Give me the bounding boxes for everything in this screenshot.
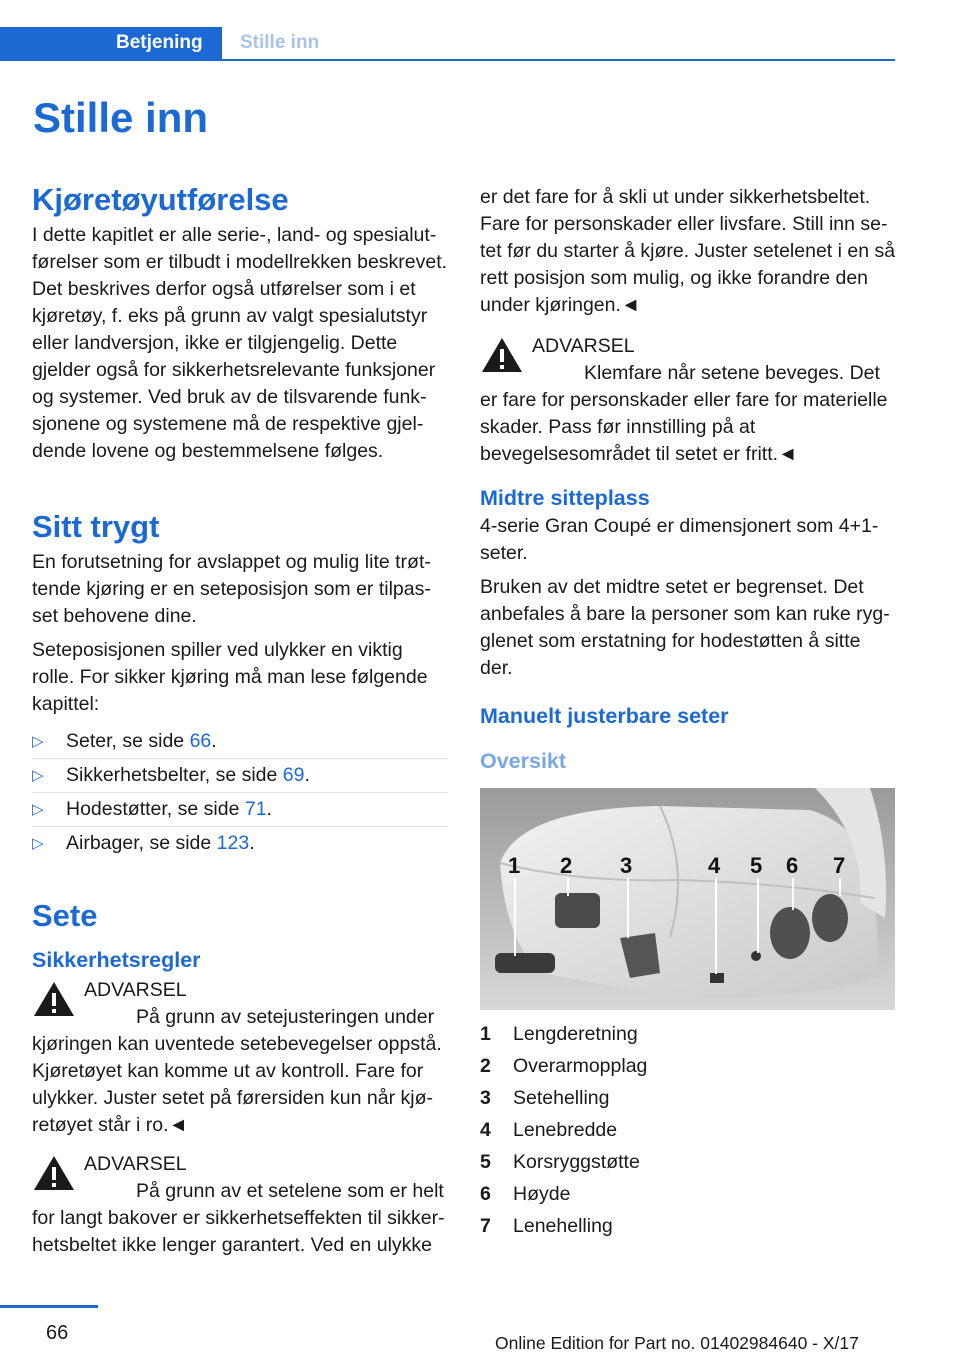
legend-row: 7 Lenehelling — [480, 1215, 613, 1237]
heading-midtre-sitteplass: Midtre sitteplass — [480, 486, 650, 510]
seat-controls-legend — [480, 1018, 896, 1242]
triangle-bullet-icon: ▷ — [32, 835, 44, 852]
page-link[interactable]: 71 — [244, 798, 267, 820]
warning-block — [480, 333, 896, 468]
list-item: ▷ Sikkerhetsbelter, se side 69. — [32, 759, 448, 793]
warning-label: ADVARSEL — [84, 1153, 187, 1175]
list-item: ▷ Hodestøtter, se side 71. — [32, 793, 448, 827]
seat-controls-illustration — [480, 788, 895, 1010]
page-link[interactable]: 123 — [216, 832, 250, 854]
warning-triangle-icon — [32, 1153, 76, 1193]
page-link[interactable]: 66 — [189, 730, 212, 752]
paragraph-midtre-1: 4-serie Gran Coupé er dimensjonert som 4+1-seter. — [480, 515, 879, 564]
figure-label-4: 4 — [708, 853, 721, 878]
list-item: ▷ Seter, se side 66. — [32, 725, 448, 759]
figure-label-3: 3 — [620, 853, 633, 878]
legend-row: 6 Høyde — [480, 1183, 571, 1205]
footer-rule — [0, 1305, 98, 1308]
triangle-bullet-icon: ▷ — [32, 767, 44, 784]
list-item: ▷ Airbager, se side 123. — [32, 827, 448, 860]
edition-note: Online Edition for Part no. 01402984640 - X/17 — [495, 1333, 859, 1353]
legend-row: 4 Lenebredde — [480, 1119, 618, 1141]
chapter-tabbar — [0, 27, 895, 61]
paragraph-continuation: er det fare for å skli ut under sikkerhetsbeltet. Fare for personskader eller livsfare. Still inn setet før du starter å kjøre. Juster setelenet i en så rett posisjon som mulig, og ikke forandre den under kjøringen.◄ — [480, 186, 896, 316]
reference-list — [32, 725, 448, 860]
page-title: Stille inn — [33, 94, 209, 141]
page-link[interactable]: 69 — [282, 764, 305, 786]
warning-block — [32, 977, 448, 1139]
warning-block — [32, 1151, 448, 1259]
warning-triangle-icon — [480, 335, 524, 375]
legend-row: 2 Overarmopplag — [480, 1055, 648, 1077]
warning-text: På grunn av et setelene som er helt for langt bakover er sikkerhetseffekten til sikkerhetsbeltet ikke lenger garantert. Ved en ulykke — [32, 1180, 445, 1256]
tab-betjening[interactable]: Betjening — [0, 27, 222, 61]
paragraph-midtre-2: Bruken av det midtre setet er begrenset. Det anbefales å bare la personer som kan ruke rygglenet som erstatning for hodestøtten å sitte der. — [480, 576, 890, 679]
legend-row: 1 Lengderetning — [480, 1023, 638, 1045]
legend-row: 5 Korsryggstøtte — [480, 1151, 640, 1173]
paragraph-sitt-trygt-2: Seteposisjonen spiller ved ulykker en viktig rolle. For sikker kjøring må man lese følgende kapittel: — [32, 639, 428, 715]
heading-sitt-trygt: Sitt trygt — [32, 509, 160, 544]
warning-text: Klemfare når setene beveges. Det er fare for personskader eller fare for materielle skader. Pass før innstilling på at bevegelsesområdet til setet er fritt.◄ — [480, 362, 888, 465]
figure-label-2: 2 — [560, 853, 573, 878]
warning-triangle-icon — [32, 979, 76, 1019]
heading-manuelt-justerbare-seter: Manuelt justerbare seter — [480, 704, 729, 728]
warning-label: ADVARSEL — [84, 979, 187, 1001]
legend-row: 3 Setehelling — [480, 1087, 610, 1109]
heading-sikkerhetsregler: Sikkerhetsregler — [32, 948, 201, 972]
triangle-bullet-icon: ▷ — [32, 801, 44, 818]
right-column — [480, 184, 896, 1242]
heading-oversikt: Oversikt — [480, 749, 567, 773]
heading-sete: Sete — [32, 898, 98, 933]
warning-label: ADVARSEL — [532, 335, 635, 357]
paragraph-kjoretoyutforelse: I dette kapitlet er alle serie-, land- og spesialutførelser som er tilbudt i modellrekken beskrevet. Det beskrives derfor også utførelser som i et kjøretøy, f. eks på grunn av valgt spesialutstyr eller landversjon, ikke er tilgjengelig. Dette gjelder også for sikkerhetsrelevante funksjoner og systemer. Ved bruk av de tilsvarende funksjonene og systemene må de respektive gjeldende lovene og bestemmelsene følges. — [32, 224, 448, 462]
left-column — [32, 182, 448, 1271]
figure-label-5: 5 — [750, 853, 763, 878]
figure-label-1: 1 — [508, 853, 521, 878]
paragraph-sitt-trygt-1: En forutsetning for avslappet og mulig lite trøttende kjøring er en seteposisjon som er tilpasset behovene dine. — [32, 551, 431, 627]
heading-kjoretoyutforelse: Kjøretøyutførelse — [32, 182, 289, 217]
warning-text: På grunn av setejusteringen under kjøringen kan uventede setebevegelser oppstå. Kjøretøyet kan komme ut av kontroll. Fare for ulykker. Juster setet på førersiden kun når kjøretøyet står i ro.◄ — [32, 1006, 442, 1136]
tab-stille-inn[interactable]: Stille inn — [240, 32, 320, 53]
figure-label-7: 7 — [833, 853, 846, 878]
figure-label-6: 6 — [786, 853, 799, 878]
page-number: 66 — [46, 1322, 69, 1344]
triangle-bullet-icon: ▷ — [32, 733, 44, 750]
